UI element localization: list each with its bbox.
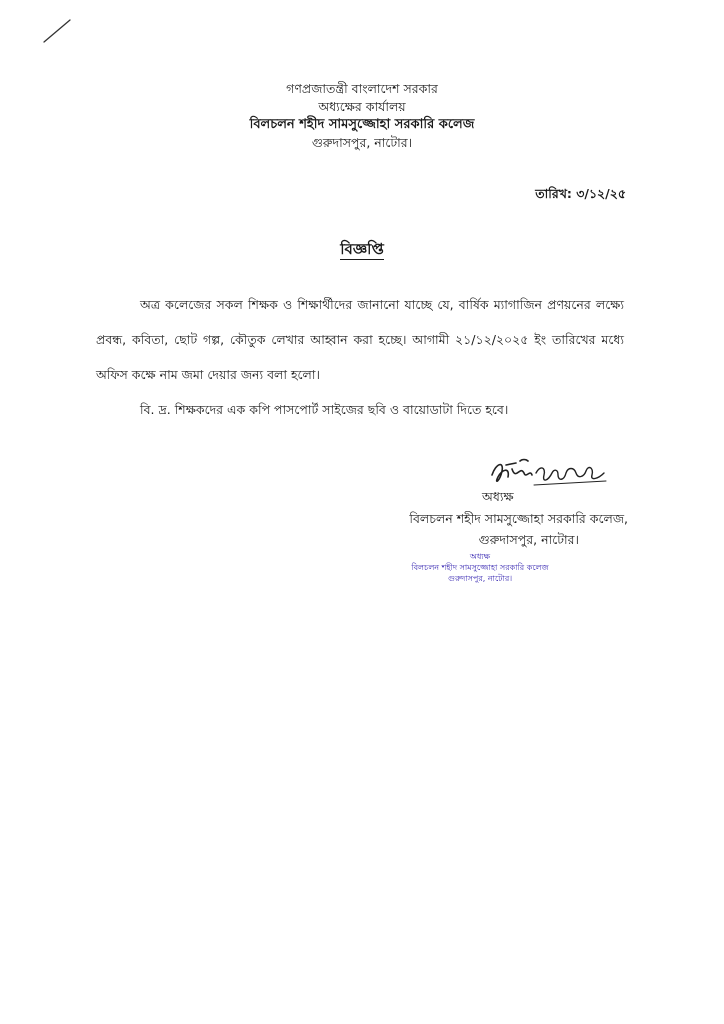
signatory-address: গুরুদাসপুর, নাটোর। xyxy=(478,532,579,547)
notice-title-text: বিজ্ঞপ্তি xyxy=(340,240,384,258)
stamp-address: গুরুদাসপুর, নাটোর। xyxy=(447,574,513,583)
college-name: বিলচলন শহীদ সামসুজ্জোহা সরকারি কলেজ xyxy=(249,117,475,132)
signatory-title: অধ্যক্ষ xyxy=(482,489,514,504)
office-line: অধ্যক্ষের কার্যালয় xyxy=(318,99,406,114)
official-stamp xyxy=(400,551,560,584)
notice-note: বি. দ্র. শিক্ষকদের এক কপি পাসপোর্ট সাইজের ছবি ও বায়োডাটা দিতে হবে। xyxy=(140,402,509,417)
pen-mark-icon xyxy=(40,14,74,46)
notice-paragraph: অত্র কলেজের সকল শিক্ষক ও শিক্ষার্থীদের জানানো যাচ্ছে যে, বার্ষিক ম্যাগাজিন প্রণয়নের লক্ষ্যে প্রবন্ধ, কবিতা, ছোট গল্প, কৌতুক লেখার আহ্বান করা হচ্ছে। আগামী ২১/১২/২০২৫ ইং তারিখের মধ্যে অফিস কক্ষে নাম জমা দেয়ার জন্য বলা হলো। xyxy=(96,297,624,382)
college-address: গুরুদাসপুর, নাটোর। xyxy=(311,135,413,150)
notice-date: তারিখ: ৩/১২/২৫ xyxy=(535,186,626,201)
signatory-college: বিলচলন শহীদ সামসুজ্জোহা সরকারি কলেজ, xyxy=(409,511,628,526)
notice-title xyxy=(0,238,724,263)
letterhead xyxy=(0,80,724,152)
government-line: গণপ্রজাতন্ত্রী বাংলাদেশ সরকার xyxy=(286,81,438,96)
stamp-title: অধ্যক্ষ xyxy=(469,552,491,561)
stamp-college: বিলচলন শহীদ সামসুজ্জোহা সরকারি কলেজ xyxy=(411,563,549,572)
notice-body xyxy=(96,287,624,427)
